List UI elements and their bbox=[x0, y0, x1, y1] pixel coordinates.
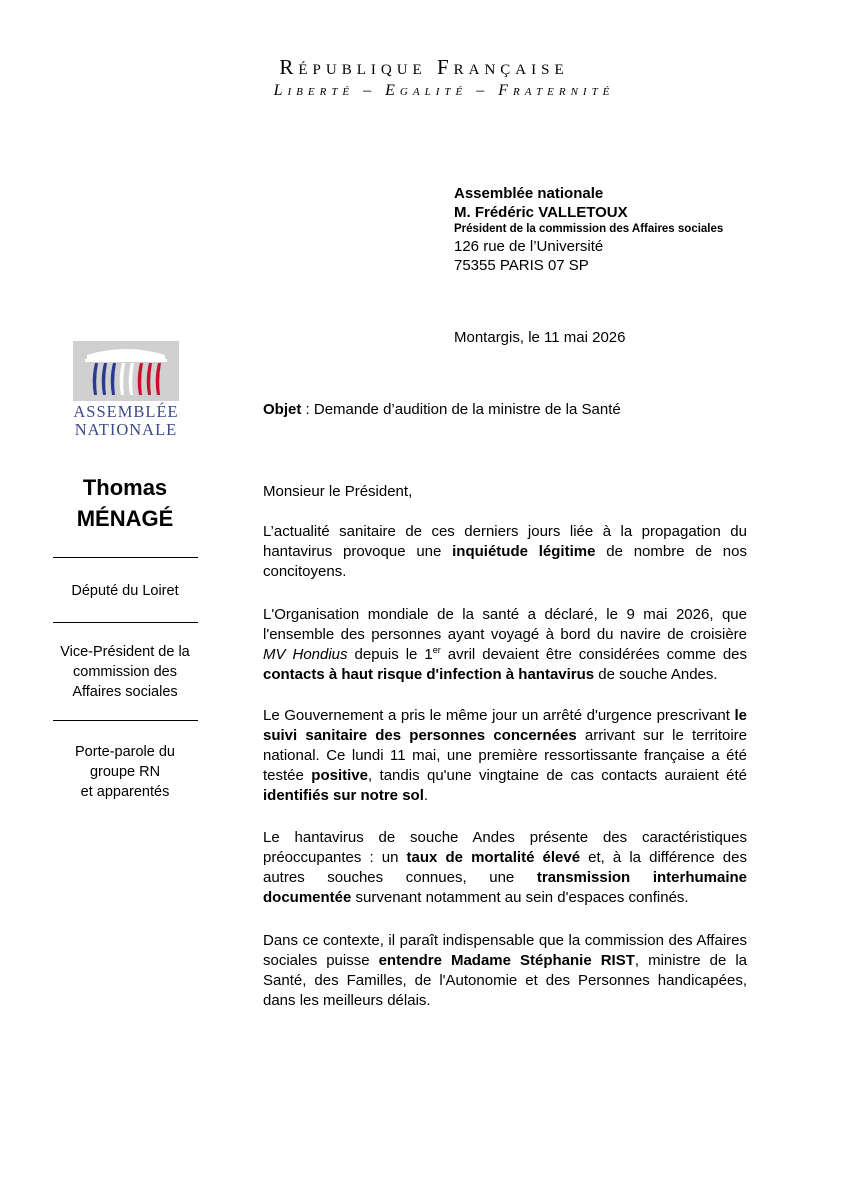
text-run: Le hantavirus de souche Andes présente des caractéristiques préoccupantes : un bbox=[263, 829, 747, 866]
role-line: commission des bbox=[73, 664, 177, 680]
date-line: Montargis, le 11 mai 2026 bbox=[454, 329, 626, 346]
logo-line2: NATIONALE bbox=[74, 420, 178, 439]
sender-last-name: MÉNAGÉ bbox=[76, 506, 174, 531]
role-line: et apparentés bbox=[80, 784, 170, 800]
text-run: Le Gouvernement a pris le même jour un arrêté d'urgence prescrivant bbox=[263, 707, 735, 724]
paragraph-2 bbox=[263, 605, 747, 685]
text-run: arrivant sur le territoire national. Ce lundi 11 mai, une première ressortissante française a été testée bbox=[263, 727, 748, 784]
recipient-address-line1: 126 rue de l’Université bbox=[454, 238, 604, 255]
text-run: . bbox=[423, 787, 429, 804]
republic-motto: Liberté – Egalité – Fraternité bbox=[273, 82, 615, 99]
logo-text bbox=[73, 403, 179, 439]
ship-name: MV Hondius bbox=[263, 646, 348, 663]
text-run: , ministre de la Santé, des Familles, de l'Autonomie et des Personnes handicapées, dans les meilleurs délais. bbox=[263, 952, 747, 1009]
recipient-address-line2: 75355 PARIS 07 SP bbox=[454, 257, 589, 274]
text-run: L'Organisation mondiale de la santé a déclaré, le 9 mai 2026, que l'ensemble des personnes ayant voyagé à bord du navire de croisière bbox=[263, 606, 747, 643]
role-line: Affaires sociales bbox=[72, 684, 178, 700]
text-run: L’actualité sanitaire de ces derniers jours liée à la propagation du hantavirus provoque une bbox=[263, 523, 747, 560]
subject-line bbox=[263, 401, 621, 418]
divider bbox=[53, 622, 198, 623]
text-run: et, à la différence des autres souches connues, une bbox=[263, 849, 747, 886]
text-emphasis: contacts à haut risque d'infection à hantavirus bbox=[263, 666, 595, 683]
republic-title: République Française bbox=[279, 55, 569, 79]
superscript: er bbox=[432, 645, 441, 655]
paragraph-4 bbox=[263, 828, 747, 908]
text-emphasis: inquiétude légitime bbox=[452, 543, 596, 560]
sender-name bbox=[52, 472, 198, 534]
sender-role-deputy: Député du Loiret bbox=[71, 583, 179, 599]
text-run: de souche Andes. bbox=[594, 666, 718, 683]
sender-role-spokesperson bbox=[52, 742, 198, 802]
text-emphasis: taux de mortalité élevé bbox=[406, 849, 581, 866]
paragraph-3 bbox=[263, 706, 747, 806]
text-run: survenant notamment au sein d'espaces confinés. bbox=[351, 889, 689, 906]
text-emphasis: entendre Madame Stéphanie RIST bbox=[378, 952, 635, 969]
logo-building-icon bbox=[73, 341, 179, 401]
recipient-name: M. Frédéric VALLETOUX bbox=[454, 204, 628, 221]
republic-header bbox=[0, 55, 848, 100]
text-run: depuis le 1 bbox=[347, 646, 433, 663]
role-line: Vice-Président de la bbox=[60, 644, 190, 660]
text-run: avril devaient être considérées comme des bbox=[440, 646, 747, 663]
divider bbox=[53, 557, 198, 558]
role-line: Porte-parole du bbox=[75, 744, 175, 760]
recipient-function: Président de la commission des Affaires sociales bbox=[454, 223, 724, 235]
text-emphasis: le suivi sanitaire des personnes concernées bbox=[263, 707, 747, 744]
subject-text: Demande d’audition de la ministre de la Santé bbox=[313, 401, 621, 418]
paragraph-1 bbox=[263, 522, 747, 582]
sender-role-vice-president bbox=[52, 642, 198, 702]
logo-line1: ASSEMBLÉE bbox=[73, 402, 179, 421]
text-run: de nombre de nos concitoyens. bbox=[263, 543, 747, 580]
recipient-institution: Assemblée nationale bbox=[454, 185, 604, 202]
text-run: , tandis qu'une vingtaine de cas contacts auraient été bbox=[367, 767, 747, 784]
paragraph-5 bbox=[263, 931, 747, 1011]
text-emphasis: positive bbox=[311, 767, 368, 784]
recipient-block bbox=[454, 184, 723, 275]
salutation: Monsieur le Président, bbox=[263, 483, 413, 500]
subject-label: Objet bbox=[263, 401, 302, 418]
role-line: groupe RN bbox=[89, 764, 161, 780]
sender-first-name: Thomas bbox=[82, 475, 168, 500]
assemblee-logo bbox=[73, 341, 179, 439]
text-run: Dans ce contexte, il paraît indispensable que la commission des Affaires sociales puisse bbox=[263, 932, 747, 969]
subject-separator: : bbox=[301, 401, 314, 418]
divider bbox=[53, 720, 198, 721]
text-emphasis: identifiés sur notre sol bbox=[263, 787, 424, 804]
text-emphasis: transmission interhumaine documentée bbox=[263, 869, 747, 906]
